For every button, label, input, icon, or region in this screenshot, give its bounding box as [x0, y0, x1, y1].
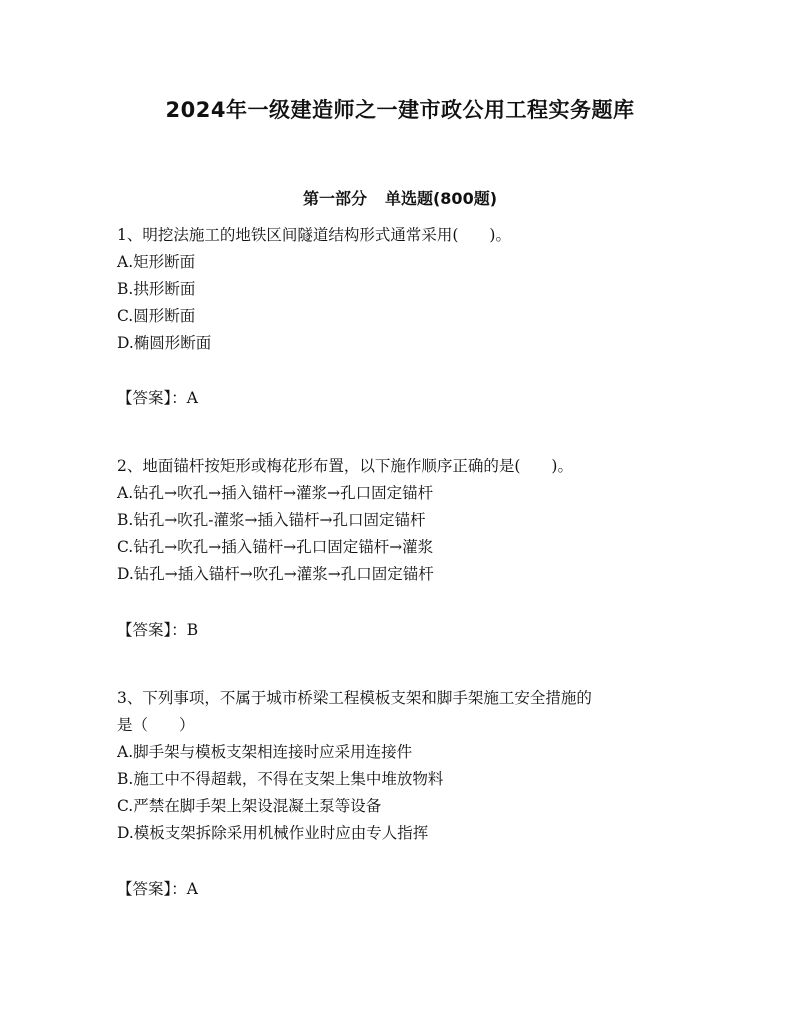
- option-b: B.钻孔→吹孔-灌浆→插入锚杆→孔口固定锚杆: [117, 511, 426, 529]
- answer-2: [117, 617, 198, 644]
- question-1: [117, 222, 687, 357]
- answer-1: [117, 385, 198, 412]
- question-stem-line-2: 是（ ）: [117, 716, 195, 734]
- answer-3: [117, 876, 198, 903]
- answer-value: A: [186, 880, 198, 898]
- answer-label: 【答案】：: [117, 621, 187, 639]
- answer-value: A: [186, 389, 198, 407]
- question-stem: 1、明挖法施工的地铁区间隧道结构形式通常采用( )。: [117, 226, 511, 244]
- section-heading: [0, 186, 800, 209]
- option-b: B.施工中不得超载，不得在支架上集中堆放物料: [117, 770, 444, 788]
- question-stem: 2、地面锚杆按矩形或梅花形布置，以下施作顺序正确的是( )。: [117, 457, 573, 475]
- option-d: D.模板支架拆除采用机械作业时应由专人指挥: [117, 824, 429, 842]
- answer-label: 【答案】：: [117, 389, 187, 407]
- option-b: B.拱形断面: [117, 280, 196, 298]
- option-c: C.圆形断面: [117, 307, 196, 325]
- question-stem-line-1: 3、下列事项，不属于城市桥梁工程模板支架和脚手架施工安全措施的: [117, 689, 592, 707]
- option-a: A.脚手架与模板支架相连接时应采用连接件: [117, 743, 413, 761]
- document-title: 2024年一级建造师之一建市政公用工程实务题库: [165, 98, 635, 122]
- answer-value: B: [186, 621, 199, 639]
- option-d: D.椭圆形断面: [117, 334, 212, 352]
- option-a: A.钻孔→吹孔→插入锚杆→灌浆→孔口固定锚杆: [117, 484, 434, 502]
- answer-label: 【答案】：: [117, 880, 187, 898]
- option-c: C.严禁在脚手架上架设混凝土泵等设备: [117, 797, 382, 815]
- option-a: A.矩形断面: [117, 253, 196, 271]
- section-part: 第一部分: [302, 189, 367, 208]
- option-d: D.钻孔→插入锚杆→吹孔→灌浆→孔口固定锚杆: [117, 565, 434, 583]
- question-3: [117, 685, 687, 847]
- section-type: 单选题(800题): [384, 189, 498, 208]
- question-2: [117, 453, 687, 588]
- option-c: C.钻孔→吹孔→插入锚杆→孔口固定锚杆→灌浆: [117, 538, 434, 556]
